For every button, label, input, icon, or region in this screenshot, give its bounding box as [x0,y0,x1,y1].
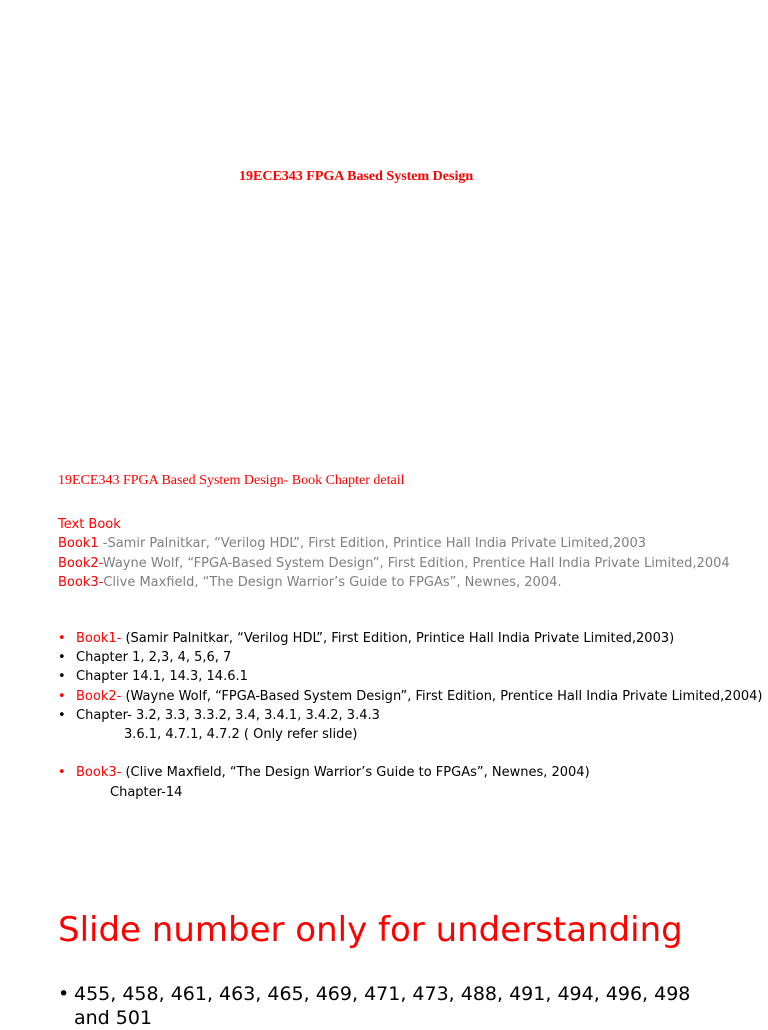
textbook-book-2 [58,554,730,573]
list-item-continuation [58,725,762,744]
bullet-icon: • [58,631,66,646]
slide-number-list [58,982,698,1030]
list-item-book3 [58,763,762,782]
bullet-icon: • [58,688,66,704]
book-label: Book3- [58,574,104,590]
chapter-list [58,629,762,802]
list-item-continuation [58,783,762,802]
book-label: Book1 [58,536,99,552]
list-item-book2 [58,687,762,706]
list-item-chapters [58,706,762,725]
book-label: Book2- [76,688,122,704]
textbook-heading: Text Book [58,517,121,532]
list-item-book1 [58,629,762,648]
bullet-icon: • [58,650,66,666]
bullet-icon: • [58,983,70,1005]
list-spacer [58,744,762,763]
textbook-book-1 [58,534,730,553]
chapter-text: Chapter- 3.2, 3.3, 3.3.2, 3.4, 3.4.1, 3.4.2, 3.4.3 [76,707,380,723]
book-label: Book3- [76,765,122,781]
bullet-icon: • [58,707,66,723]
book-detail: Clive Maxfield, “The Design Warrior’s Guide to FPGAs”, Newnes, 2004. [103,574,562,590]
book-detail: (Samir Palnitkar, “Verilog HDL”, First Edition, Printice Hall India Private Limited,2003) [121,631,675,646]
book-detail: -Samir Palnitkar, “Verilog HDL”, First Edition, Printice Hall India Private Limited,2003 [98,536,647,552]
list-item-chapters [58,648,762,667]
chapter-text: Chapter 14.1, 14.3, 14.6.1 [76,669,248,685]
book-detail: Wayne Wolf, “FPGA-Based System Design”, First Edition, Prentice Hall India Private Limited,2004 [102,555,730,571]
book-label: Book1- [76,631,122,646]
list-item-chapters [58,667,762,686]
section-subtitle: 19ECE343 FPGA Based System Design- Book Chapter detail [58,473,405,488]
textbook-section [58,515,730,592]
chapter-text: Chapter 1, 2,3, 4, 5,6, 7 [76,650,232,666]
textbook-book-3 [58,573,730,592]
chapter-text: Chapter-14 [110,784,183,800]
bullet-icon: • [58,669,66,685]
chapter-text: 3.6.1, 4.7.1, 4.7.2 ( Only refer slide) [124,726,358,742]
bullet-icon: • [58,765,66,781]
slide-numbers-text: 455, 458, 461, 463, 465, 469, 471, 473, 488, 491, 494, 496, 498 and 501 [74,983,691,1029]
book-detail: (Wayne Wolf, “FPGA-Based System Design”, First Edition, Prentice Hall India Private Limited,2004) [121,688,763,704]
book-detail: (Clive Maxfield, “The Design Warrior’s Guide to FPGAs”, Newnes, 2004) [121,765,590,781]
page-title: 19ECE343 FPGA Based System Design [239,169,474,184]
slide-heading: Slide number only for understanding [58,910,683,950]
book-label: Book2- [58,555,103,571]
